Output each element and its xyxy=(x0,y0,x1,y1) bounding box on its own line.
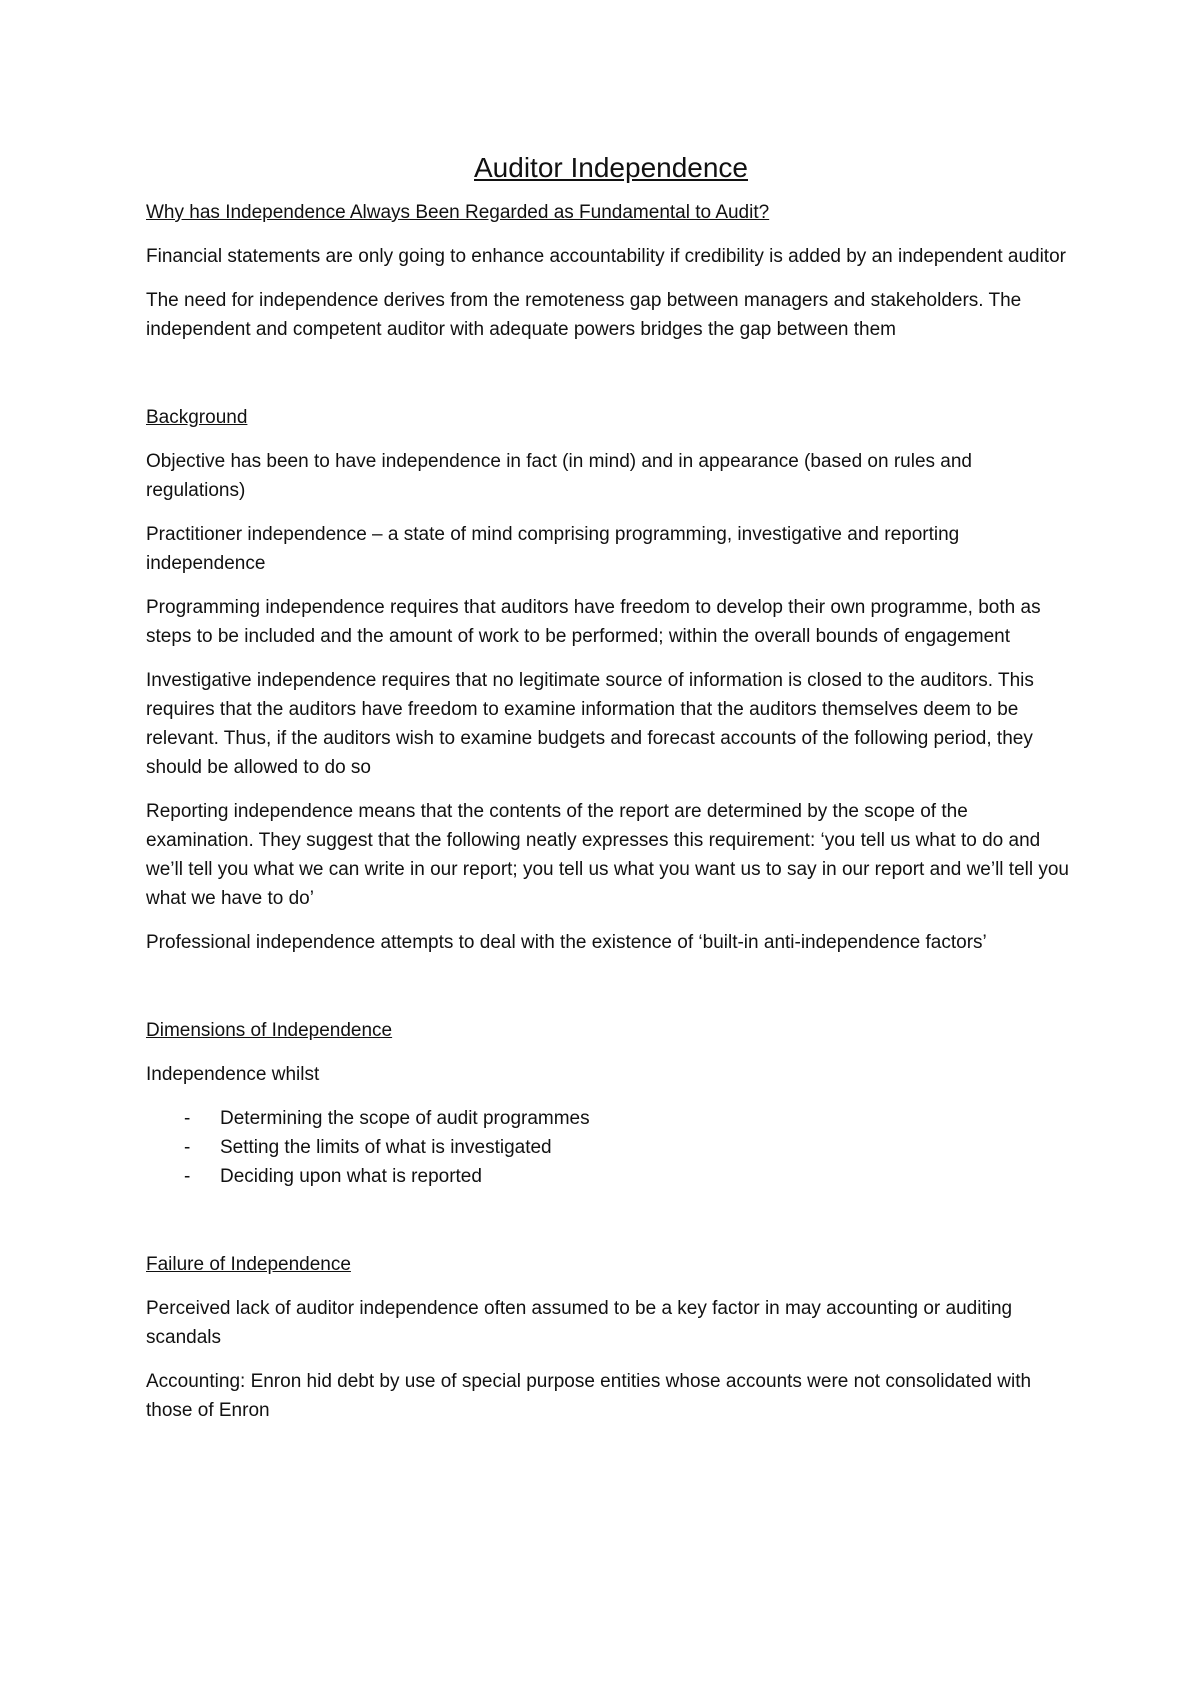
list-item-text: Determining the scope of audit programmes xyxy=(220,1108,590,1129)
spacer xyxy=(146,972,1076,1016)
section-heading-why: Why has Independence Always Been Regarded as Fundamental to Audit? xyxy=(146,202,770,223)
dash-bullet: - xyxy=(184,1108,191,1129)
section-heading-failure: Failure of Independence xyxy=(146,1254,351,1275)
dash-bullet: - xyxy=(184,1137,191,1158)
paragraph: Programming independence requires that auditors have freedom to develop their own programme, both as steps to be included and the amount of work to be performed; within the overall bounds of engagement xyxy=(146,597,1041,647)
paragraph: Financial statements are only going to enhance accountability if credibility is added by an independent auditor xyxy=(146,246,1066,267)
spacer xyxy=(146,1206,1076,1250)
paragraph: Investigative independence requires that no legitimate source of information is closed to the auditors. This requires that the auditors have freedom to examine information that the auditors themselves deem to be relevant. Thus, if the auditors wish to examine budgets and forecast accounts of the following period, they should be allowed to do so xyxy=(146,670,1034,778)
list-item xyxy=(146,1133,1076,1162)
section-heading-background: Background xyxy=(146,407,248,428)
paragraph: The need for independence derives from the remoteness gap between managers and stakeholders. The independent and competent auditor with adequate powers bridges the gap between them xyxy=(146,290,1022,340)
list-item xyxy=(146,1162,1076,1191)
paragraph: Professional independence attempts to deal with the existence of ‘built-in anti-independence factors’ xyxy=(146,932,987,953)
paragraph: Independence whilst xyxy=(146,1064,320,1085)
list-item xyxy=(146,1104,1076,1133)
dash-bullet: - xyxy=(184,1166,191,1187)
spacer xyxy=(146,359,1076,403)
list-item-text: Deciding upon what is reported xyxy=(220,1166,482,1187)
paragraph: Practitioner independence – a state of mind comprising programming, investigative and reporting independence xyxy=(146,524,960,574)
section-heading-dimensions: Dimensions of Independence xyxy=(146,1020,393,1041)
list-item-text: Setting the limits of what is investigated xyxy=(220,1137,552,1158)
paragraph: Reporting independence means that the contents of the report are determined by the scope of the examination. They suggest that the following neatly expresses this requirement: ‘you tell us what to do and we’ll tell you what we can write in our report; you tell us what you want us to say in our report and we’ll tell you what we have to do’ xyxy=(146,801,1070,909)
dimensions-list xyxy=(146,1104,1076,1191)
paragraph: Accounting: Enron hid debt by use of special purpose entities whose accounts were not consolidated with those of Enron xyxy=(146,1371,1032,1421)
paragraph: Objective has been to have independence in fact (in mind) and in appearance (based on rules and regulations) xyxy=(146,451,972,501)
paragraph: Perceived lack of auditor independence often assumed to be a key factor in may accounting or auditing scandals xyxy=(146,1298,1013,1348)
document-body xyxy=(146,148,1076,1440)
document-title: Auditor Independence xyxy=(474,152,748,183)
